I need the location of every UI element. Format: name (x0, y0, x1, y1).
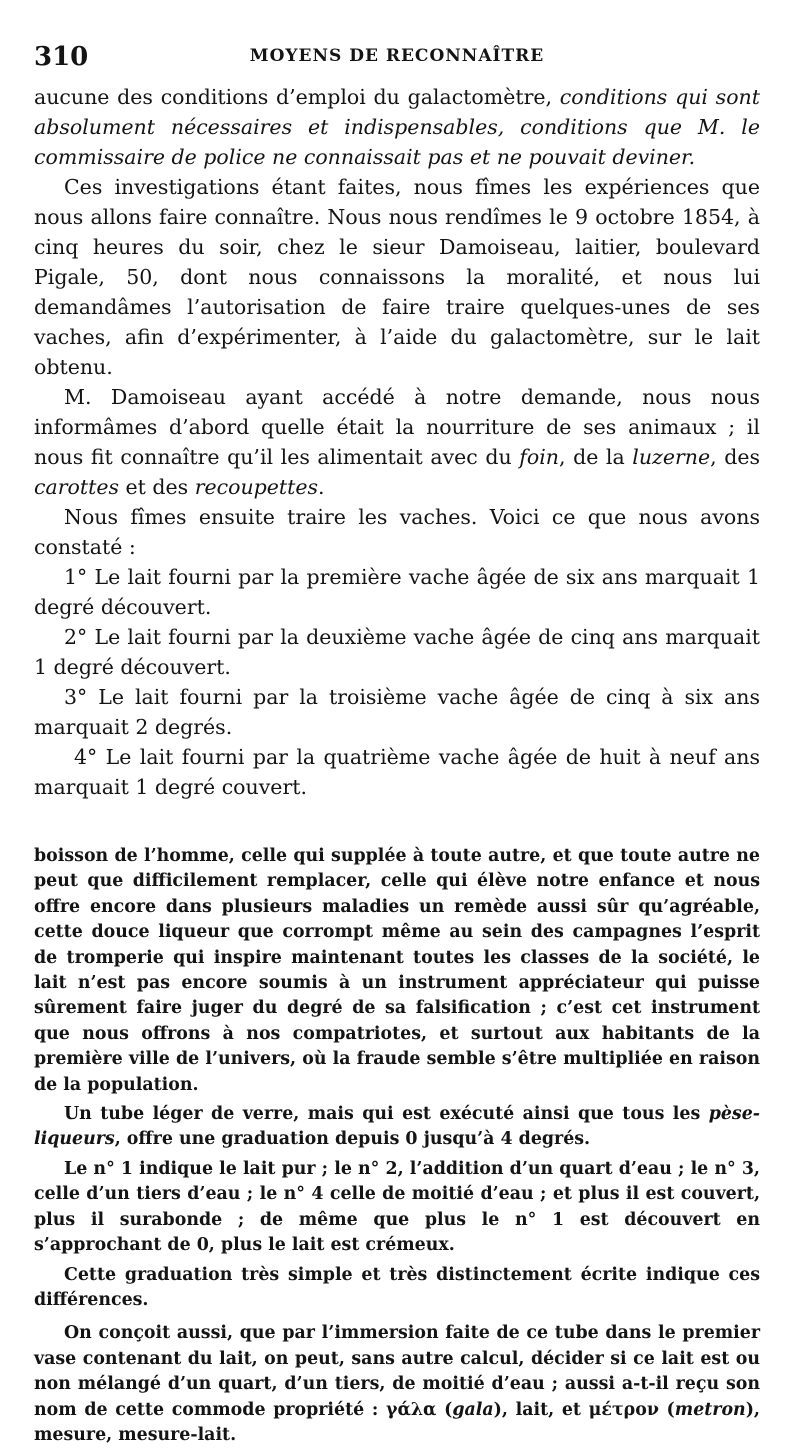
text-run: Un tube léger de verre, mais qui est exécuté ainsi que tous les (64, 1104, 709, 1125)
paragraph-boisson: boisson de l’homme, celle qui supplée à toute autre, et que toute autre ne peut que difficilement remplacer, celle qui élève notre enfance et nous offre encore dans plusieurs maladies un remède aussi sûr qu’agréable, cette douce liqueur que corrompt même au sein des campagnes l’esprit de tromperie qui inspire maintenant toutes les classes de la société, le lait n’est pas encore soumis à un instrument appréciateur qui puisse sûrement faire juger du degré de sa falsification ; c’est cet instrument que nous offrons à nos compatriotes, et surtout aux habitants de la première ville de l’univers, où la fraude semble s’être multipliée en raison de la population. (34, 846, 760, 1095)
paragraph-conditions (34, 82, 760, 172)
main-text (34, 82, 760, 802)
text-run: , des (710, 445, 760, 469)
text-run: . (318, 475, 325, 499)
italic-metron: metron (674, 1399, 746, 1420)
paragraph-investigations: Ces investigations étant faites, nous fîmes les expériences que nous allons faire connaître. Nous nous rendîmes le 9 octobre 1854, à cinq heures du soir, chez le sieur Damoiseau, laitier, boulevard Pigale, 50, dont nous connaissons la moralité, et nous lui demandâmes l’autorisation de faire traire quelques-unes de ses vaches, afin d’expérimenter, à l’aide du galactomètre, sur le lait obtenu. (34, 175, 760, 379)
italic-recoupettes: recoupettes (194, 475, 319, 499)
result-item-1: 1° Le lait fourni par la première vache âgée de six ans marquait 1 degré découvert. (34, 565, 760, 619)
text-run: et des (118, 475, 195, 499)
paragraph-tube (34, 1102, 760, 1153)
text-run: ), mesure, mesure-lait. (34, 1399, 760, 1445)
italic-luzerne: luzerne (632, 445, 711, 469)
result-item-4: 4° Le lait fourni par la quatrième vache âgée de huit à neuf ans marquait 1 degré couvert. (34, 745, 760, 799)
paragraph-traire: Nous fîmes ensuite traire les vaches. Voici ce que nous avons constaté : (34, 505, 760, 559)
italic-gala: gala (452, 1399, 494, 1420)
running-head (34, 38, 760, 82)
paragraph-graduation: Cette graduation très simple et très distinctement écrite indique ces différences. (34, 1264, 760, 1310)
paragraph-numeros: Le n° 1 indique le lait pur ; le n° 2, l’addition d’un quart d’eau ; le n° 3, celle d’un tiers d’eau ; le n° 4 celle de moitié d’eau ; et plus il est couvert, plus il surabonde ; de même que plus le n° 1 est découvert en s’approchant de 0, plus le lait est crémeux. (34, 1158, 760, 1256)
text-run: , offre une graduation depuis 0 jusqu’à 4 degrés. (114, 1129, 591, 1150)
result-item-2: 2° Le lait fourni par la deuxième vache âgée de cinq ans marquait 1 degré découvert. (34, 625, 760, 679)
paragraph-immersion (34, 1321, 760, 1448)
text-run: , de la (558, 445, 633, 469)
paragraph-conditions-text: aucune des conditions d’emploi du galactomètre, (34, 85, 560, 109)
paragraph-conditions-italic: conditions qui sont absolument nécessaires et indispensables, conditions que M. le commissaire de police ne connaissait pas et ne pouvait deviner. (34, 85, 760, 169)
italic-pese-liqueurs: pèse-liqueurs (34, 1104, 760, 1150)
quoted-text (34, 844, 760, 1448)
page-number: 310 (34, 42, 89, 72)
italic-carottes: carottes (34, 475, 119, 499)
running-title: MOYENS DE RECONNAÎTRE (249, 46, 545, 66)
result-item-3: 3° Le lait fourni par la troisième vache âgée de cinq à six ans marquait 2 degrés. (34, 685, 760, 739)
text-run: ), lait, et μέτρον ( (493, 1399, 675, 1420)
text-run: M. Damoiseau ayant accédé à notre demande, nous nous informâmes d’abord quelle était la nourriture de ses animaux ; il nous fit connaître qu’il les alimentait avec du (34, 385, 760, 469)
italic-foin: foin (519, 445, 559, 469)
text-run: On conçoit aussi, que par l’immersion faite de ce tube dans le premier vase contenant du lait, on peut, sans autre calcul, décider si ce lait est ou non mélangé d’un quart, d’un tiers, de moitié d’eau ; aussi a-t-il reçu son nom de cette commode propriété : γάλα ( (34, 1323, 760, 1420)
paragraph-damoiseau (34, 382, 760, 502)
